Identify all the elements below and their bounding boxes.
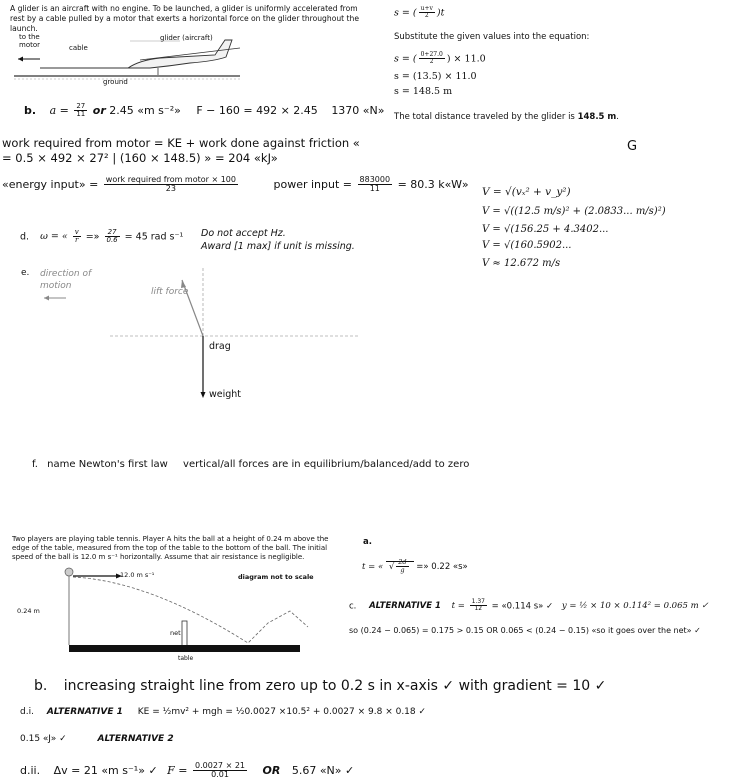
net-rect	[182, 621, 187, 646]
not-scale-label: diagram not to scale	[238, 573, 314, 581]
velocity-line-1: V = √(vₓ² + v_y²)	[482, 186, 571, 198]
table-label: table	[178, 655, 194, 662]
glider-shape	[128, 40, 232, 68]
tennis-part-c: c. ALTERNATIVE 1 t = $\frac{1.37}{12}$ = «0.114 s» ✓ y = ½ × 10 × 0.114² = 0.065 m ✓	[349, 598, 709, 613]
label-g: G	[627, 139, 638, 154]
tennis-so-line: so (0.24 − 0.065) = 0.175 > 0.15 OR 0.065 < (0.24 − 0.15) «so it goes over the net» ✓	[349, 626, 701, 635]
velocity-line-4: V = √(160.5902...	[482, 240, 572, 251]
trajectory	[73, 577, 308, 643]
glider-part-d: d. ω = « $\frac{v}{r}$ =» $\frac{27}{0.6}$ = 45 rad s⁻¹	[20, 228, 184, 245]
accel-fraction: $\frac{27}{11}$	[76, 102, 86, 119]
glider-intro: A glider is an aircraft with no engine. To be launched, a glider is uniformly accelerated from rest by a cable pulled by a motor that exerts a horizontal force on the glider throughout the launch.	[10, 4, 360, 33]
speed-label: 12.0 m s⁻¹	[120, 571, 155, 579]
glider-part-b: b. a = $\frac{27}{11}$ or 2.45 «m s⁻²» F − 160 = 492 × 2.45 1370 «N»	[24, 102, 385, 119]
weight-label: weight	[209, 389, 242, 400]
glider-part-e: e.	[21, 268, 30, 278]
drag-label: drag	[209, 341, 231, 352]
direction-of-motion: direction of motion	[40, 269, 92, 291]
s-step-3: s = 148.5 m	[394, 86, 453, 97]
s-equation: s = ( $\frac{u+v}{2}$ )t	[394, 5, 445, 20]
velocity-line-5: V ≈ 12.672 m/s	[482, 258, 561, 269]
tennis-part-a-letter: a.	[363, 537, 372, 547]
ball	[65, 568, 73, 576]
energy-line: «energy input» = $\frac{\text{work required from motor × 100}}{23}$ power input = $\frac{883000}{11}$ = 80.3 k«W»	[2, 175, 469, 194]
tennis-part-di-2: 0.15 «J» ✓ ALTERNATIVE 2	[20, 734, 174, 744]
height-label: 0.24 m	[17, 607, 40, 615]
power-fraction: $\frac{883000}{11}$	[359, 175, 391, 194]
s-step-2: s = (13.5) × 11.0	[394, 71, 477, 82]
note-hz: Do not accept Hz.	[201, 228, 286, 239]
s-step-1: s = ( $\frac{0+27.0}{2}$ ) × 11.0	[394, 51, 486, 66]
distance-conclusion: The total distance traveled by the glider is 148.5 m.	[394, 112, 619, 122]
label-ground: ground	[103, 78, 128, 86]
label-cable: cable	[69, 44, 88, 52]
part-letter: b.	[24, 103, 37, 117]
label-to-motor: to the motor	[19, 33, 41, 49]
net-label: net	[170, 629, 181, 637]
substitute-text: Substitute the given values into the equation:	[394, 32, 590, 42]
tennis-intro: Two players are playing table tennis. Player A hits the ball at a height of 0.24 m above the edge of the table, measured from the top of the table to the bottom of the ball. The initial speed of the ball is 12.0 m s⁻¹ horizontally. Assume that air resistance is negligible.	[12, 535, 329, 561]
tennis-part-di: d.i. ALTERNATIVE 1 KE = ½mv² + mgh = ½0.0027 ×10.5² + 0.0027 × 9.8 × 0.18 ✓	[20, 707, 427, 717]
tennis-part-dii: d.ii. Δv = 21 «m s⁻¹» ✓ F = $\frac{0.0027 \times 21}{0.01}$ OR 5.67 «N» ✓	[20, 761, 355, 780]
velocity-line-2: V = √((12.5 m/s)² + (2.0833... m/s)²)	[482, 206, 666, 217]
note-unit: Award [1 max] if unit is missing.	[201, 241, 355, 252]
energy-fraction: $\frac{\text{work required from motor × 100}}{23}$	[105, 175, 236, 194]
velocity-line-3: V = √(156.25 + 4.3402...	[482, 224, 609, 235]
table-rect	[69, 645, 300, 652]
tennis-part-b: b. increasing straight line from zero up to 0.2 s in x-axis ✓ with gradient = 10 ✓	[34, 678, 607, 694]
force-diagram	[40, 260, 360, 410]
tennis-part-a: t = « √ $\frac{2d}{g}$ =» 0.22 «s»	[362, 558, 468, 574]
lift-label: lift force	[151, 287, 189, 297]
work-line-2: = 0.5 × 492 × 27² | (160 × 148.5) » = 204 «kJ»	[2, 151, 278, 165]
label-glider: glider (aircraft)	[160, 34, 213, 42]
work-line-1: work required from motor = KE + work done against friction «	[2, 136, 360, 150]
glider-part-f: f. name Newton's first law vertical/all forces are in equilibrium/balanced/add to zero	[32, 459, 470, 470]
